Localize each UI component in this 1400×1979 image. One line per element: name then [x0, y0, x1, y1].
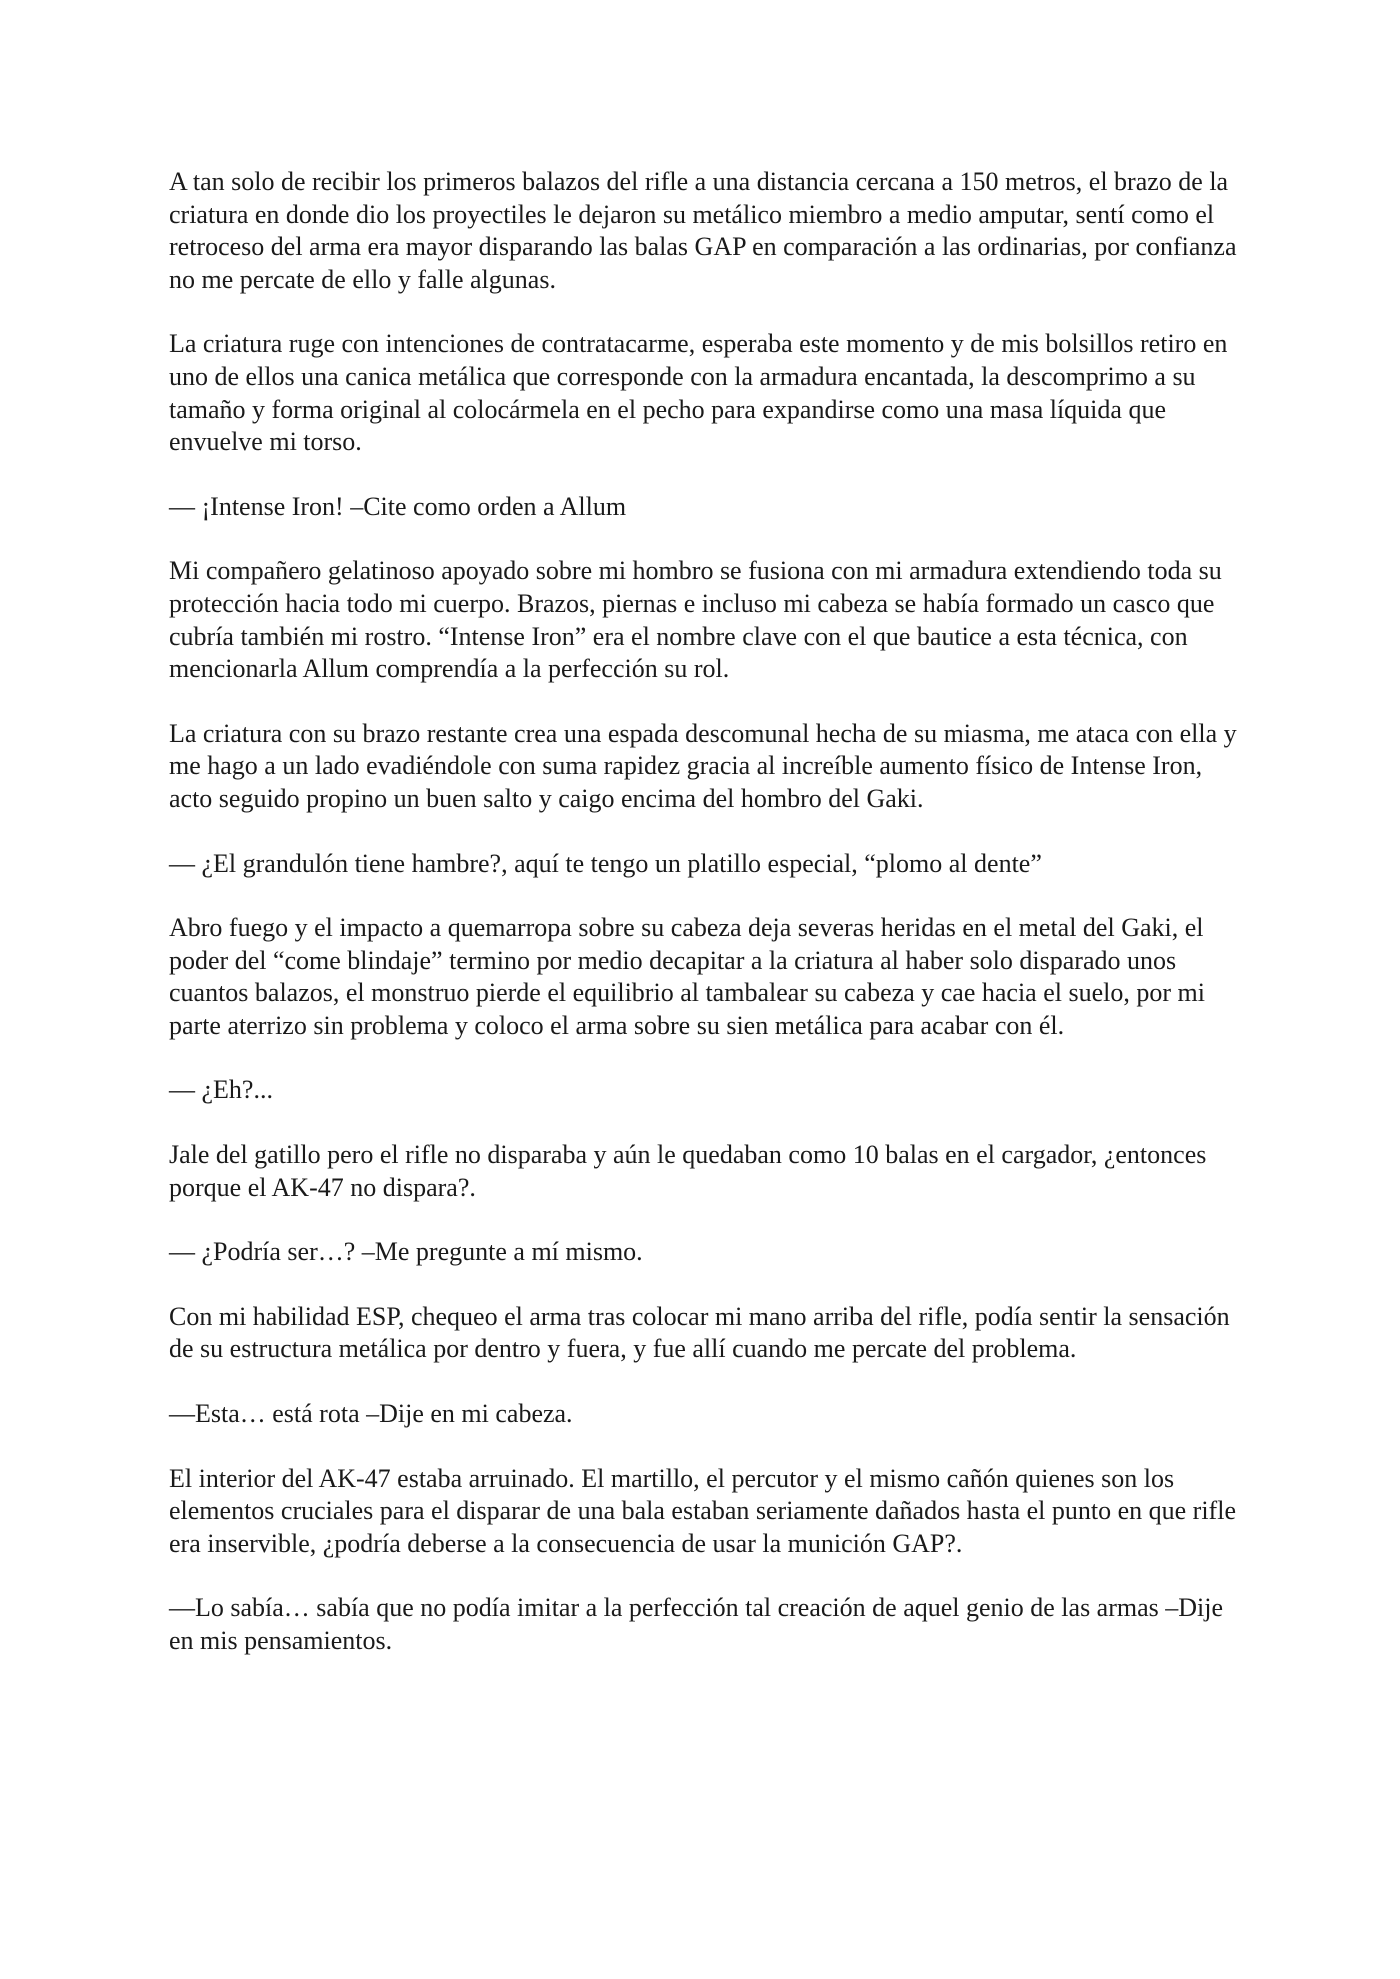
- paragraph-1: A tan solo de recibir los primeros balazos del rifle a una distancia cercana a 150 metros, el brazo de la criatura en donde dio los proyectiles le dejaron su metálico miembro a medio amputar, sentí como el retroceso del arma era mayor disparando las balas GAP en comparación a las ordinarias, por confianza no me percate de ello y falle algunas.: [169, 167, 1237, 294]
- paragraph-7: Con mi habilidad ESP, chequeo el arma tras colocar mi mano arriba del rifle, podía sentir la sensación de su estructura metálica por dentro y fuera, y fue allí cuando me percate del problema.: [169, 1301, 1230, 1364]
- dialogue-line-2: — ¿El grandulón tiene hambre?, aquí te tengo un platillo especial, “plomo al dente”: [169, 848, 1042, 878]
- document-page: [169, 166, 1244, 1690]
- paragraph-6: Jale del gatillo pero el rifle no disparaba y aún le quedaban como 10 balas en el cargador, ¿entonces porque el AK-47 no dispara?.: [169, 1140, 1207, 1202]
- paragraph-4: La criatura con su brazo restante crea una espada descomunal hecha de su miasma, me ataca con ella y me hago a un lado evadiéndole con suma rapidez gracia al increíble aumento físico de Intense Iron, acto seguido propino un buen salto y caigo encima del hombro del Gaki.: [169, 718, 1237, 813]
- paragraph-5: Abro fuego y el impacto a quemarropa sobre su cabeza deja severas heridas en el metal del Gaki, el poder del “come blindaje” termino por medio decapitar a la criatura al haber solo disparado unos cuantos balazos, el monstruo pierde el equilibrio al tambalear su cabeza y cae hacia el suelo, por mi parte aterrizo sin problema y coloco el arma sobre su sien metálica para acabar con él.: [169, 913, 1205, 1040]
- dialogue-line-6: —Lo sabía… sabía que no podía imitar a la perfección tal creación de aquel genio de las armas –Dije en mis pensamientos.: [169, 1593, 1224, 1655]
- paragraph-2: La criatura ruge con intenciones de contratacarme, esperaba este momento y de mis bolsillos retiro en uno de ellos una canica metálica que corresponde con la armadura encantada, la descomprimo a su tamaño y forma original al colocármela en el pecho para expandirse como una masa líquida que envuelve mi torso.: [169, 329, 1228, 457]
- paragraph-8: El interior del AK-47 estaba arruinado. El martillo, el percutor y el mismo cañón quienes son los elementos cruciales para el disparar de una bala estaban seriamente dañados hasta el punto en que rifle era inservible, ¿podría deberse a la consecuencia de usar la munición GAP?.: [169, 1463, 1236, 1558]
- paragraph-3: Mi compañero gelatinoso apoyado sobre mi hombro se fusiona con mi armadura extendiendo toda su protección hacia todo mi cuerpo. Brazos, piernas e incluso mi cabeza se había formado un casco que cubría también mi rostro. “Intense Iron” era el nombre clave con el que bautice a esta técnica, con mencionarla Allum comprendía a la perfección su rol.: [169, 556, 1222, 684]
- dialogue-line-4: — ¿Podría ser…? –Me pregunte a mí mismo.: [169, 1237, 643, 1267]
- dialogue-line-1: — ¡Intense Iron! –Cite como orden a Allum: [169, 491, 627, 521]
- dialogue-line-5: —Esta… está rota –Dije en mi cabeza.: [169, 1399, 573, 1429]
- dialogue-line-3: — ¿Eh?...: [169, 1075, 273, 1105]
